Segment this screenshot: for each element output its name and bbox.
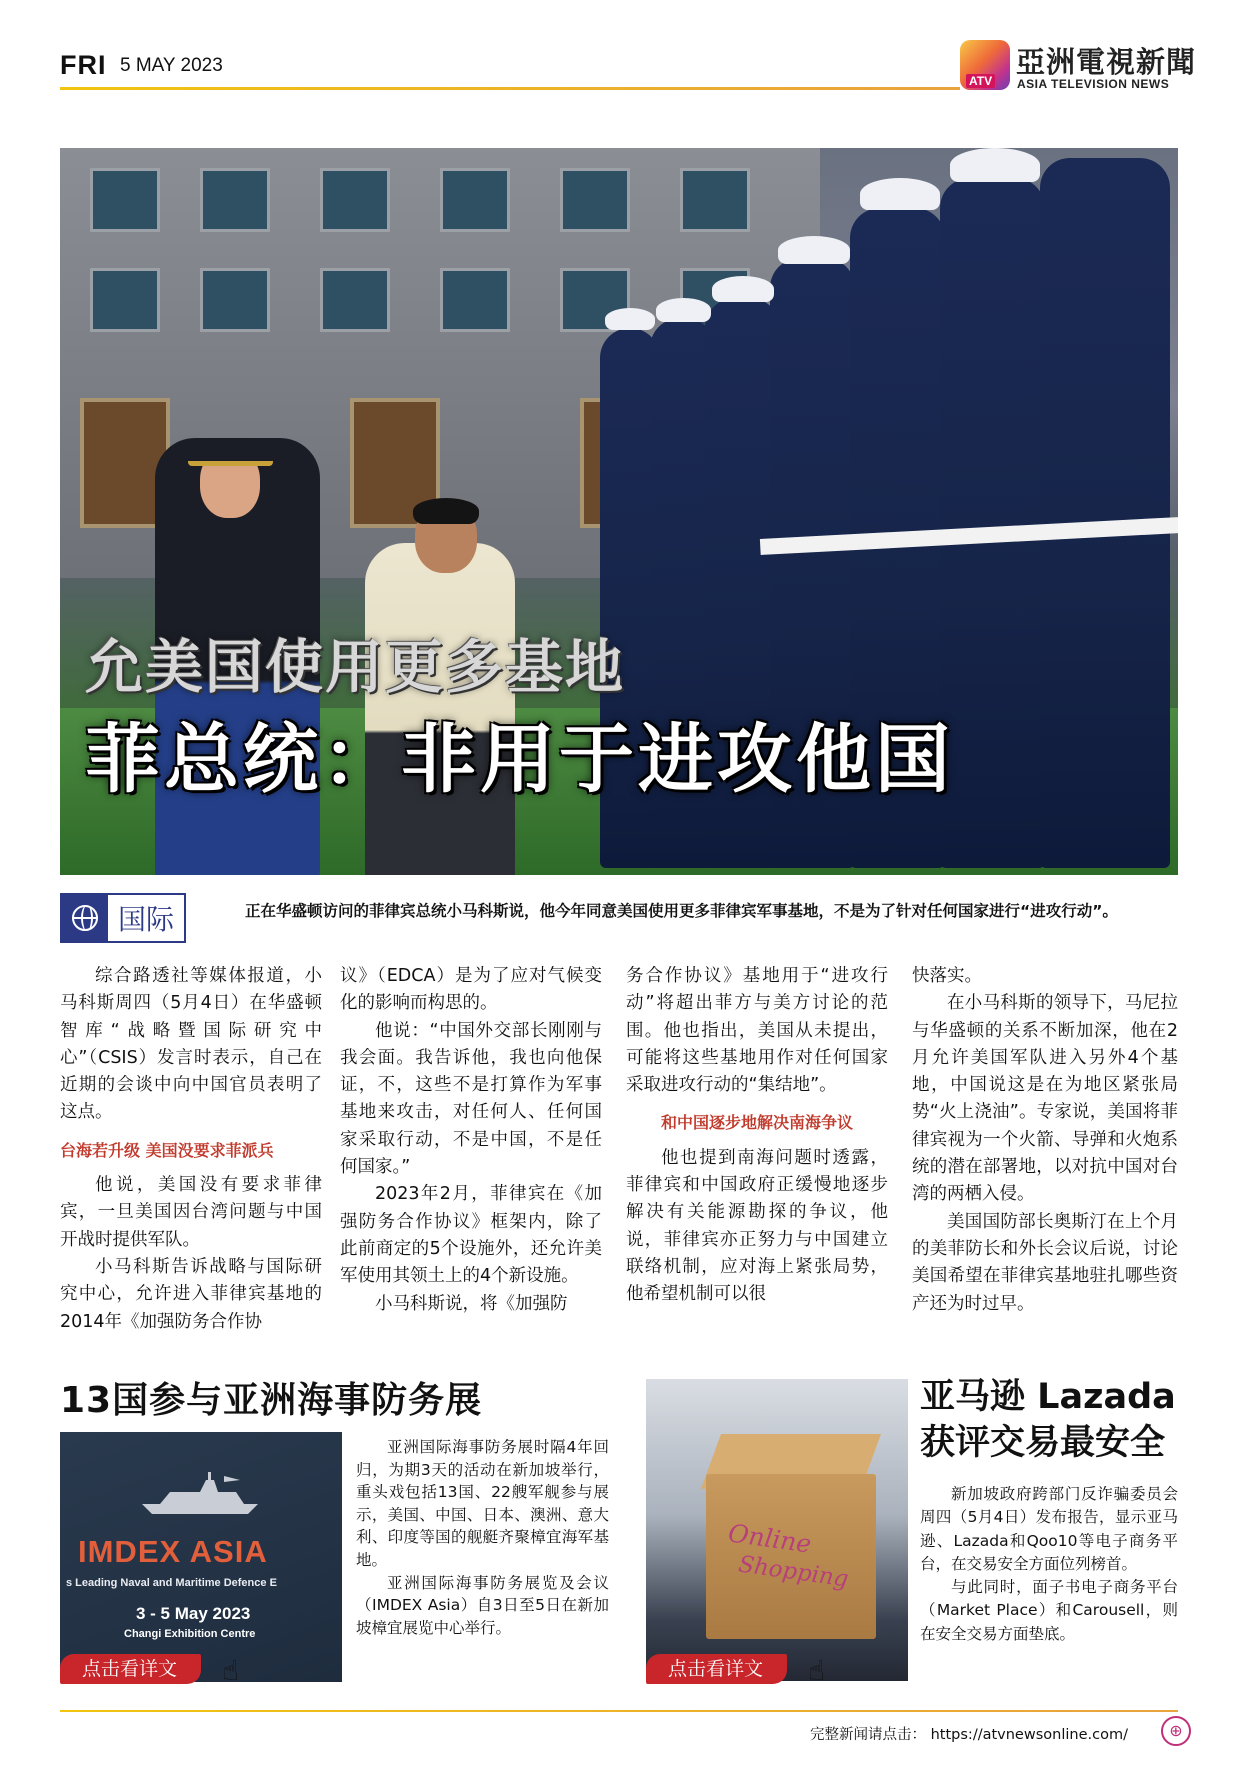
pointing-hand-icon[interactable]: ☝ [222, 1654, 240, 1687]
subheading: 和中国逐步地解决南海争议 [660, 1113, 853, 1133]
subheading: 台海若升级 美国没要求菲派兵 [60, 1140, 274, 1160]
paragraph: 新加坡政府跨部门反诈骗委员会周四（5月4日）发布报告，显示亚马逊、Lazada和Qoo10等电子商务平台，在交易安全方面位列榜首。 [920, 1485, 1178, 1573]
paragraph: 议》（EDCA）是为了应对气候变化的影响而构思的。 [340, 966, 602, 1014]
paragraph: 亚洲国际海事防务展览及会议（IMDEX Asia）自3日至5日在新加坡樟宜展览中心举行。 [356, 1573, 609, 1637]
paragraph: 他也提到南海问题时透露，菲律宾和中国政府正缓慢地逐步解决有关能源勘探的争议，他说，菲律宾亦正努力与中国建立联络机制，应对海上紧张局势，他希望机制可以很 [626, 1147, 888, 1305]
footer-divider [60, 1710, 1178, 1712]
paragraph: 美国国防部长奥斯汀在上个月的美菲防长和外长会议后说，讨论美国希望在菲律宾基地驻扎哪些资产还为时过早。 [912, 1211, 1178, 1314]
title-line: 获评交易最安全 [920, 1423, 1166, 1463]
paragraph: 与此同时，面子书电子商务平台（Market Place）和Carousell，则在安全交易方面垫底。 [920, 1578, 1178, 1643]
article-column-4 [912, 963, 1178, 1318]
paragraph: 务合作协议》基地用于“进攻行动”将超出菲方与美方讨论的范围。他也指出，美国从未提出，可能将这些基地用作对任何国家采取进攻行动的“集结地”。 [626, 966, 888, 1096]
read-more-button-imdex[interactable]: 点击看详文 [60, 1654, 201, 1684]
paragraph: 2023年2月，菲律宾在《加强防务合作协议》框架内，除了此前商定的5个设施外，还允许美军使用其领土上的4个新设施。 [340, 1184, 602, 1287]
logo-english-name: ASIA TELEVISION NEWS [1017, 77, 1170, 91]
image-text-online: Online [726, 1518, 814, 1559]
header-day: FRI [60, 50, 107, 80]
footer-link[interactable]: 完整新闻请点击： https://atvnewsonline.com/ [810, 1727, 1128, 1743]
imdex-story-title[interactable]: 13国参与亚洲海事防务展 [60, 1380, 483, 1421]
paragraph: 亚洲国际海事防务展时隔4年回归，为期3天的活动在新加坡举行，重头戏包括13国、22艘军舰参与展示，美国、中国、日本、澳洲、意大利、印度等国的舰艇齐聚樟宜海军基地。 [356, 1438, 609, 1569]
imdex-story-body [356, 1436, 609, 1639]
read-more-button-lazada[interactable]: 点击看详文 [646, 1654, 787, 1684]
imdex-date: 3 - 5 May 2023 [136, 1604, 251, 1623]
paragraph: 快落实。 [912, 966, 982, 986]
globe-icon [72, 905, 98, 931]
pointing-hand-icon[interactable]: ☝ [808, 1654, 826, 1687]
online-shopping-photo[interactable] [646, 1379, 908, 1681]
lazada-story-body [920, 1483, 1178, 1646]
section-tag-label: 国际 [117, 903, 174, 936]
lazada-story-title[interactable] [920, 1374, 1190, 1466]
logo-chinese-name: 亞洲電視新聞 [1016, 45, 1197, 79]
imdex-logo-text: IMDEX ASIA [78, 1534, 268, 1569]
imdex-photo[interactable] [60, 1432, 342, 1682]
paragraph: 小马科斯告诉战略与国际研究中心，允许进入菲律宾基地的2014年《加强防务合作协 [60, 1256, 322, 1332]
article-column-2 [340, 963, 602, 1318]
imdex-tagline: s Leading Naval and Maritime Defence E [66, 1577, 277, 1589]
cardboard-box [706, 1474, 876, 1639]
image-text-shopping: Shopping [736, 1551, 851, 1593]
headline-line1: 允美国使用更多基地 [85, 633, 626, 701]
headline-line2: 菲总统：非用于进攻他国 [85, 715, 955, 803]
header-date: 5 MAY 2023 [120, 55, 223, 76]
title-line: 亚马逊 Lazada [920, 1377, 1176, 1417]
globe-web-icon[interactable]: ⊕ [1161, 1716, 1191, 1746]
paragraph: 综合路透社等媒体报道，小马科斯周四（5月4日）在华盛顿智库“战略暨国际研究中心”（CSIS）发言时表示，自己在近期的会谈中向中国官员表明了这点。 [60, 966, 322, 1123]
header-divider [60, 87, 960, 90]
paragraph: 在小马科斯的领导下，马尼拉与华盛顿的关系不断加深，他在2月允许美国军队进入另外4个基地，中国说这是在为地区紧张局势“火上浇油”。专家说，美国将菲律宾视为一个火箭、导弹和火炮系统的潜在部署地，以对抗中国对台湾的两栖入侵。 [912, 993, 1178, 1205]
paragraph: 他说：“中国外交部长刚刚与我会面。我告诉他，我也向他保证，不，这些不是打算作为军事基地来攻击，对任何人、任何国家采取行动，不是中国，不是任何国家。” [340, 1020, 602, 1178]
warship-icon [140, 1470, 260, 1516]
article-column-3 [626, 963, 888, 1309]
paragraph: 小马科斯说，将《加强防 [375, 1293, 568, 1314]
lead-paragraph: 正在华盛顿访问的菲律宾总统小马科斯说，他今年同意美国使用更多菲律宾军事基地，不是为了针对任何国家进行“进攻行动”。 [245, 902, 1118, 920]
article-column-1 [60, 963, 322, 1336]
imdex-venue: Changi Exhibition Centre [124, 1628, 256, 1640]
paragraph: 他说，美国没有要求菲律宾，一旦美国因台湾问题与中国开战时提供军队。 [60, 1175, 322, 1250]
section-tag[interactable] [60, 893, 186, 943]
logo-badge: ATV [966, 74, 995, 88]
